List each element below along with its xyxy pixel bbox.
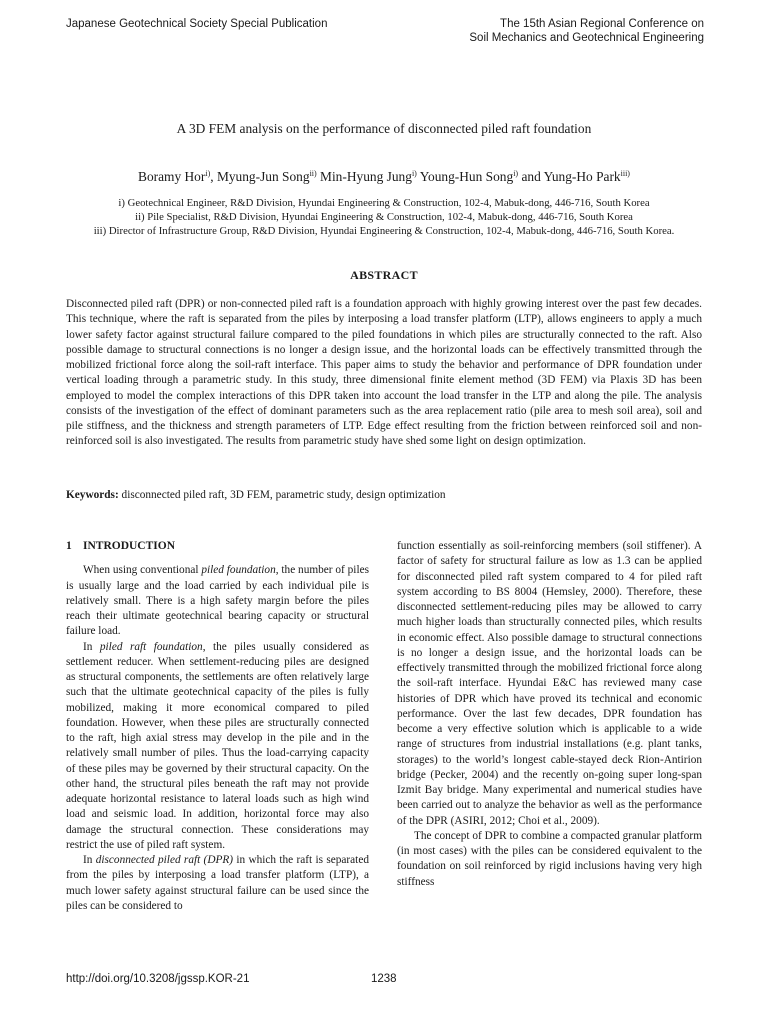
body-paragraph — [66, 563, 369, 639]
body-paragraph: The concept of DPR to combine a compacted granular platform (in most cases) with the piles can be considered equivalent to the foundation on soil reinforced by rigid inclusions having very high stiffness — [397, 829, 702, 888]
affiliation: iii) Director of Infrastructure Group, R&D Division, Hyundai Engineering & Construction, 102-4, Mabuk-dong, 446-716, South Korea. — [93, 225, 675, 237]
author-affiliation-mark: i) — [513, 169, 519, 178]
left-column — [66, 539, 369, 914]
affiliation: i) Geotechnical Engineer, R&D Division, Hyundai Engineering & Construction, 102-4, Mabuk-dong, 446-716, South Korea — [118, 197, 650, 209]
body-paragraph: function essentially as soil-reinforcing members (soil stiffener). A factor of safety for structural failure as low as 1.3 can be applied for disconnected piled raft system compared to 4 for piled raft system according to BS 8004 (Hemsley, 2000). Therefore, these disconnected settlement-reducing piles may be allowed to carry much higher loads than structurally connected piles, which results in economic effect. Also possible damage to structural connections is no longer a design issue, and the horizontal loads can be effectively transmitted through the mobilized frictional force along the soil-raft interface. Hyundai E&C has reviewed many case histories of DPR which have proved its technical and economic performance. Over the last few decades, DPR foundation has become a very effective solution which is applicable to a wide range of structures from industrial installations (e.g. plant tanks, storages) to the world’s longest cable-stayed deck Rion-Antirion bridge (Pecker, 2004) and the recently on-going super long-span Izmit Bay bridge. Many experimental and numerical studies have been carried out to analyze the behavior as well as the performance of the DPR (ASIRI, 2012; Choi et al., 2009). — [397, 540, 702, 827]
author-affiliation-mark: i) — [205, 169, 211, 178]
keywords-text: disconnected piled raft, 3D FEM, parametric study, design optimization — [118, 489, 446, 501]
author-affiliation-mark: ii) — [309, 169, 317, 178]
keywords-label: Keywords: — [66, 489, 119, 501]
paragraph-text: in which the raft is separated from the piles by interposing a load transfer platform (LTP), a much lower safety against structural failure can be used since the piles can be considered to — [66, 854, 369, 912]
emphasized-term: piled foundation — [201, 564, 276, 577]
journal-name: Japanese Geotechnical Society Special Publication — [66, 18, 328, 30]
author-separator: , — [210, 169, 217, 184]
conference-name-line2: Soil Mechanics and Geotechnical Engineering — [469, 31, 704, 44]
paper-title: A 3D FEM analysis on the performance of disconnected piled raft foundation — [176, 121, 592, 136]
keywords — [66, 489, 446, 501]
page-number: 1238 — [371, 973, 397, 985]
author-name: Yung-Ho Park — [543, 169, 621, 184]
section-heading — [66, 539, 369, 554]
author-name: Min-Hyung Jung — [320, 169, 412, 184]
author-name: Boramy Hor — [138, 169, 206, 184]
author-affiliation-mark: iii) — [620, 169, 630, 178]
conference-name — [469, 18, 704, 45]
paragraph-text: , the piles usually considered as settlement reducer. When settlement-reducing piles are designed as structural components, the settlements are often relatively large such that the ultimate geotechnical capacity of the piles is fully mobilized, making it more economical compared to piled foundation. However, when these piles are structurally connected to the raft, high axial stress may develop in the pile and in the relatively small number of piles. Thus the load-carrying capacity of these piles may be governed by their structural capacity. On the other hand, the structural piles beneath the raft may not provide adequate horizontal resistance to lateral loads such as high wind load and seismic load. In addition, horizontal force may also damage the structural connection. These considerations may restrict the use of piled raft system. — [66, 640, 369, 851]
paragraph-text: In — [83, 640, 100, 653]
emphasized-term: piled raft foundation — [99, 640, 203, 653]
paragraph-text: In — [83, 854, 96, 866]
abstract-heading: ABSTRACT — [350, 268, 418, 282]
section-title: INTRODUCTION — [83, 540, 176, 552]
body-paragraph — [66, 640, 369, 854]
emphasized-term: disconnected piled raft (DPR) — [95, 854, 234, 866]
author-name: Young-Hun Song — [419, 169, 514, 184]
affiliation-list — [0, 196, 768, 238]
author-affiliation-mark: i) — [411, 169, 417, 178]
paragraph-text: When using conventional — [83, 564, 202, 577]
author-list — [0, 169, 768, 185]
right-column — [397, 539, 702, 890]
affiliation: ii) Pile Specialist, R&D Division, Hyundai Engineering & Construction, 102-4, Mabuk-dong, 446-716, South Korea — [135, 211, 633, 223]
doi-link[interactable]: http://doi.org/10.3208/jgssp.KOR-21 — [66, 973, 250, 985]
conference-name-line1: The 15th Asian Regional Conference on — [500, 18, 704, 30]
section-number: 1 — [66, 540, 72, 552]
abstract-text: Disconnected piled raft (DPR) or non-connected piled raft is a foundation approach with highly growing interest over the past few decades. This technique, where the raft is separated from the piles by interposing a load transfer platform (LTP), allows engineers to apply a much lower safety factor against structural failure compared to the piled foundations in which piles are structurally connected to the raft. Also possible damage to structural connections is no longer a design issue, and the horizontal loads can be effectively transmitted through the mobilized frictional force along the soil-raft interface. This paper aims to study the behavior and performance of DPR foundation under vertical loading through a parametric study. In this study, three dimensional finite element method (3D FEM) via Plaxis 3D has been employed to model the complex interactions of this DPR taken into account the load transfer in the LTP and along the pile. The analysis consists of the investigation of the effect of dominant parameters such as the area replacement ratio (pile area to mesh soil area), soil and pile stiffness, and the thickness and strength parameters of LTP. Edge effect resulting from the friction between reinforced soil and non-reinforced soil is also investigated. The results from parametric study have shed some light on design optimization. — [66, 298, 702, 448]
author-name: Myung-Jun Song — [216, 169, 310, 184]
author-separator: and — [518, 169, 544, 184]
paragraph-text: , the number of piles is usually large and the load carried by each individual pile is relatively small. There is a high safety margin before the piles reach their ultimate geotechnical bearing capacity or structural failure load. — [66, 564, 369, 638]
body-paragraph — [66, 853, 369, 914]
